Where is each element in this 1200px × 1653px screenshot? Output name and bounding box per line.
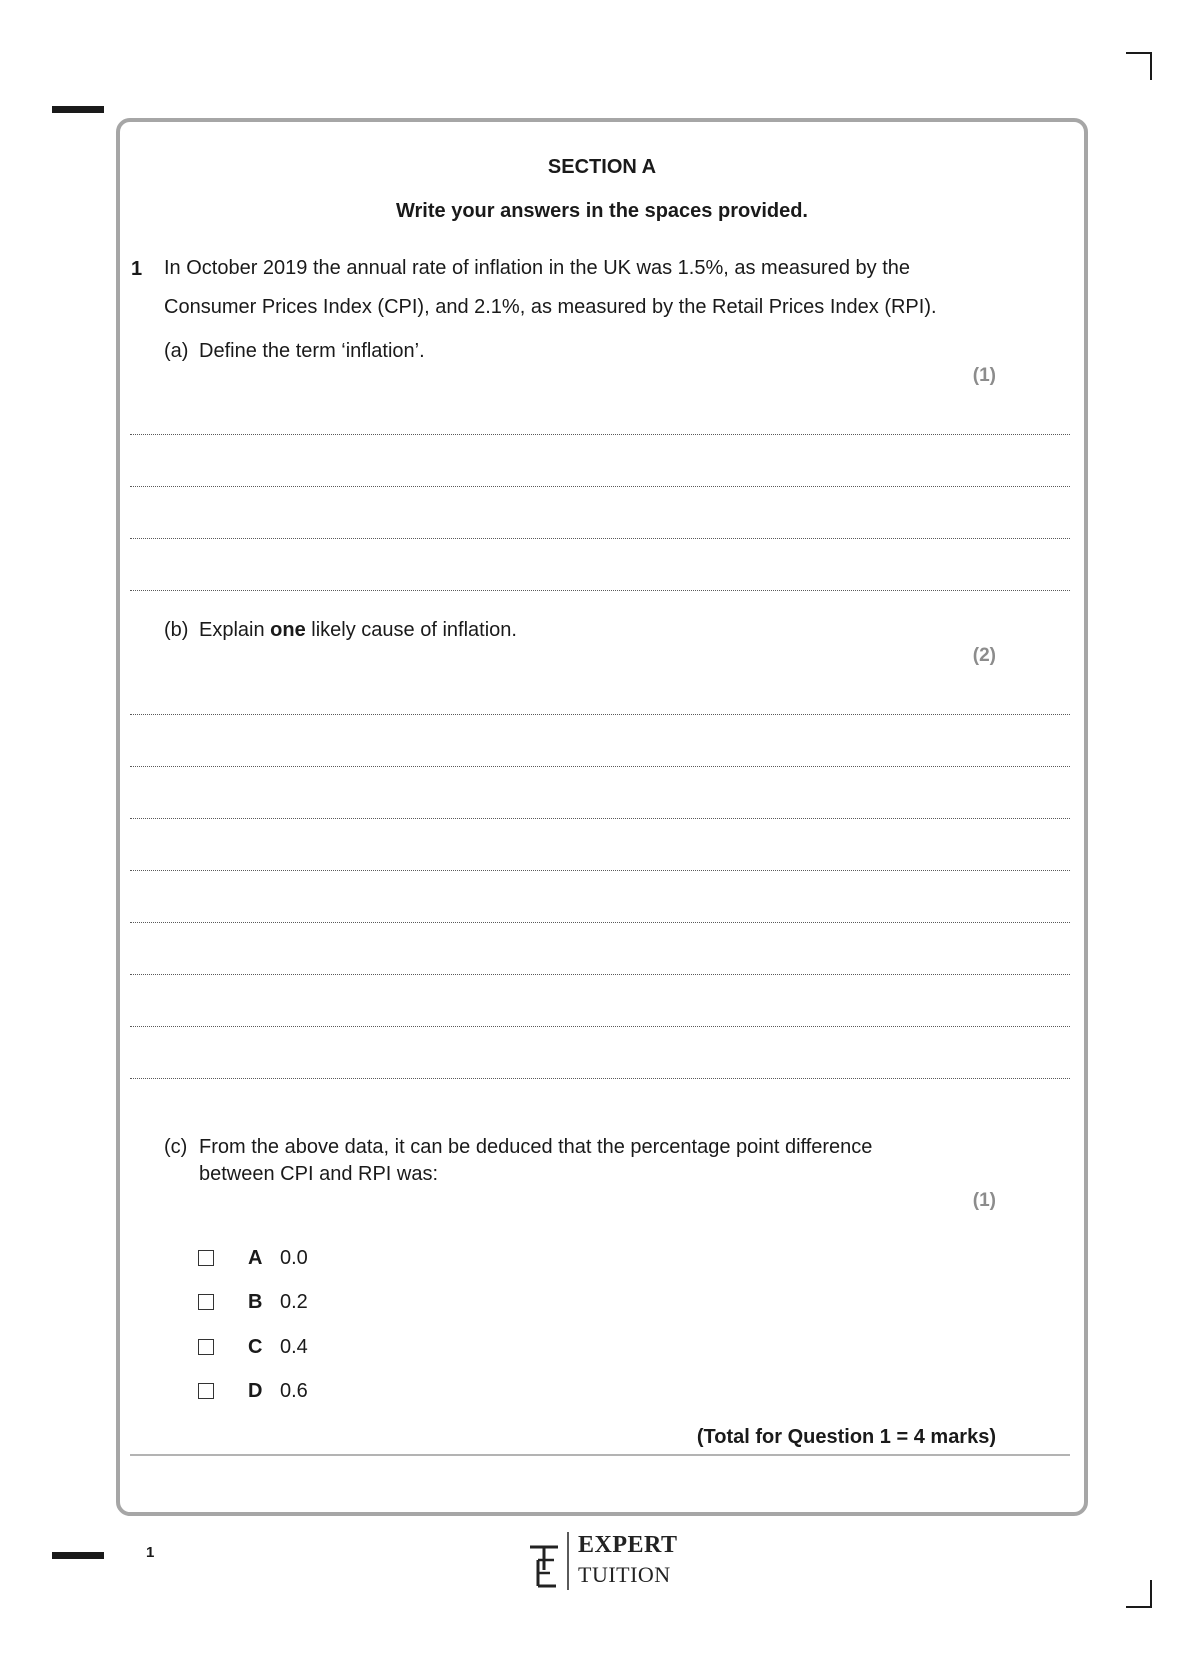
answer-line-a-1[interactable] — [130, 434, 1070, 435]
option-c-letter: C — [248, 1336, 263, 1358]
section-instruction: Write your answers in the spaces provided. — [396, 200, 808, 222]
et-monogram-icon — [528, 1530, 570, 1592]
checkbox-c[interactable] — [198, 1339, 214, 1355]
answer-line-a-2[interactable] — [130, 486, 1070, 487]
question-total: (Total for Question 1 = 4 marks) — [696, 1426, 996, 1448]
question-stem-line-2: Consumer Prices Index (CPI), and 2.1%, as measured by the Retail Prices Index (RPI). — [164, 296, 937, 318]
answer-line-b-6[interactable] — [130, 974, 1070, 975]
crop-mark-top-right — [1126, 52, 1152, 80]
option-d-value: 0.6 — [280, 1380, 308, 1402]
margin-bar-bottom — [52, 1552, 104, 1559]
part-c-text-line-2: between CPI and RPI was: — [199, 1163, 439, 1185]
part-a-marks: (1) — [972, 365, 996, 386]
answer-line-b-7[interactable] — [130, 1026, 1070, 1027]
part-b-label: (b) — [164, 619, 189, 641]
option-a-letter: A — [248, 1247, 263, 1269]
checkbox-d[interactable] — [198, 1383, 214, 1399]
answer-line-b-4[interactable] — [130, 870, 1070, 871]
answer-line-b-3[interactable] — [130, 818, 1070, 819]
part-a-label: (a) — [164, 340, 189, 362]
option-b-value: 0.2 — [280, 1291, 308, 1313]
part-c-marks: (1) — [972, 1190, 996, 1211]
answer-line-b-1[interactable] — [130, 714, 1070, 715]
page-number: 1 — [146, 1544, 155, 1561]
total-rule — [130, 1454, 1070, 1456]
logo-line-2: TUITION — [578, 1562, 671, 1587]
part-b-text: Explain one likely cause of inflation. — [199, 619, 517, 641]
answer-line-a-4[interactable] — [130, 590, 1070, 591]
margin-bar-top — [52, 106, 104, 113]
answer-line-b-8[interactable] — [130, 1078, 1070, 1079]
answer-line-b-2[interactable] — [130, 766, 1070, 767]
option-b-letter: B — [248, 1291, 263, 1313]
part-c-text-line-1: From the above data, it can be deduced that the percentage point difference — [199, 1136, 873, 1158]
option-c-value: 0.4 — [280, 1336, 308, 1358]
question-stem-line-1: In October 2019 the annual rate of inflation in the UK was 1.5%, as measured by the — [164, 257, 911, 279]
answer-line-b-5[interactable] — [130, 922, 1070, 923]
part-a-text: Define the term ‘inflation’. — [199, 340, 425, 362]
question-number: 1 — [131, 258, 143, 280]
crop-mark-bottom-right — [1126, 1580, 1152, 1608]
checkbox-b[interactable] — [198, 1294, 214, 1310]
option-d-letter: D — [248, 1380, 263, 1402]
answer-line-a-3[interactable] — [130, 538, 1070, 539]
expert-tuition-logo — [528, 1530, 688, 1592]
logo-line-1: EXPERT — [578, 1532, 678, 1558]
option-a-value: 0.0 — [280, 1247, 308, 1269]
section-title: SECTION A — [547, 156, 657, 178]
part-b-marks: (2) — [972, 645, 996, 666]
part-c-label: (c) — [164, 1136, 188, 1158]
checkbox-a[interactable] — [198, 1250, 214, 1266]
